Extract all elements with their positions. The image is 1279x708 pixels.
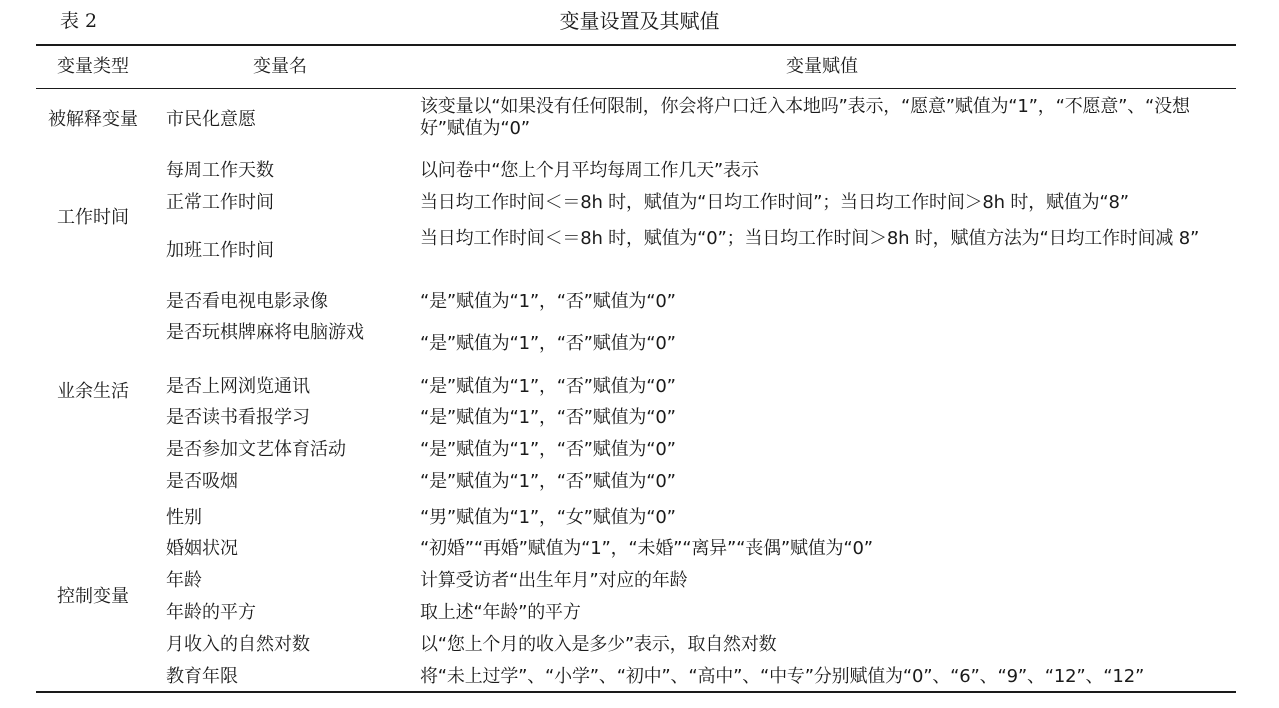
- table-row-value: 取上述“年龄”的平方: [420, 602, 581, 623]
- table-row-value: 以“您上个月的收入是多少”表示，取自然对数: [420, 634, 777, 655]
- table-row-name: 是否上网浏览通讯: [166, 376, 310, 397]
- table-row-value: 该变量以“如果没有任何限制，你会将户口迁入本地吗”表示，“愿意”赋值为“1”，“不愿意”、“没想好”赋值为“0”: [420, 96, 1190, 139]
- table-row-value: 当日均工作时间＜＝8h 时，赋值为“0”；当日均工作时间＞8h 时，赋值方法为“日均工作时间减 8”: [420, 228, 1200, 249]
- table-row-name: 加班工作时间: [166, 240, 274, 261]
- table-row-name: 是否玩棋牌麻将电脑游戏: [166, 322, 364, 343]
- table-row-name: 月收入的自然对数: [166, 634, 310, 655]
- table-row-value: “是”赋值为“1”，“否”赋值为“0”: [420, 471, 676, 492]
- table-row-value: 计算受访者“出生年月”对应的年龄: [420, 570, 688, 591]
- table-number: 表 2: [60, 10, 98, 32]
- table-row-value: “是”赋值为“1”，“否”赋值为“0”: [420, 376, 676, 397]
- header-variable-name: 变量名: [253, 56, 307, 77]
- table-row-name: 每周工作天数: [166, 160, 274, 181]
- table-row-name: 是否吸烟: [166, 471, 238, 492]
- table-row-name: 性别: [166, 507, 202, 528]
- table-row-value: “是”赋值为“1”，“否”赋值为“0”: [420, 291, 676, 312]
- group-working-time: 工作时间: [57, 207, 129, 228]
- group-control-variables: 控制变量: [57, 586, 129, 607]
- table-row-name: 婚姻状况: [166, 538, 238, 559]
- header-rule: [36, 88, 1236, 89]
- table-row-name: 年龄的平方: [166, 602, 256, 623]
- top-rule: [36, 44, 1236, 46]
- table-row-name: 正常工作时间: [166, 192, 274, 213]
- table-row-value: “是”赋值为“1”，“否”赋值为“0”: [420, 333, 676, 354]
- table-row-value: 当日均工作时间＜＝8h 时，赋值为“日均工作时间”；当日均工作时间＞8h 时，赋值为“8”: [420, 192, 1129, 213]
- table-row-name: 是否看电视电影录像: [166, 291, 328, 312]
- table-row-name: 是否参加文艺体育活动: [166, 439, 346, 460]
- table-row-value: 以问卷中“您上个月平均每周工作几天”表示: [420, 160, 759, 181]
- table-row-name: 市民化意愿: [166, 109, 256, 130]
- table-row-value: “初婚”“再婚”赋值为“1”，“未婚”“离异”“丧偶”赋值为“0”: [420, 538, 873, 559]
- table-row-name: 是否读书看报学习: [166, 407, 310, 428]
- bottom-rule: [36, 691, 1236, 693]
- header-variable-type: 变量类型: [57, 56, 129, 77]
- table-row-value: “男”赋值为“1”，“女”赋值为“0”: [420, 507, 676, 528]
- group-leisure-life: 业余生活: [57, 381, 129, 402]
- table-row-value: “是”赋值为“1”，“否”赋值为“0”: [420, 439, 676, 460]
- table-row-value: 将“未上过学”、“小学”、“初中”、“高中”、“中专”分别赋值为“0”、“6”、“9”、“12”、“12”: [420, 666, 1145, 687]
- table-row-name: 年龄: [166, 570, 202, 591]
- table-caption: [0, 0, 1279, 44]
- header-variable-value: 变量赋值: [786, 56, 858, 77]
- table-row-value: “是”赋值为“1”，“否”赋值为“0”: [420, 407, 676, 428]
- group-dependent-variable: 被解释变量: [48, 109, 138, 130]
- table-row-name: 教育年限: [166, 666, 238, 687]
- table-title: 变量设置及其赋值: [559, 9, 720, 33]
